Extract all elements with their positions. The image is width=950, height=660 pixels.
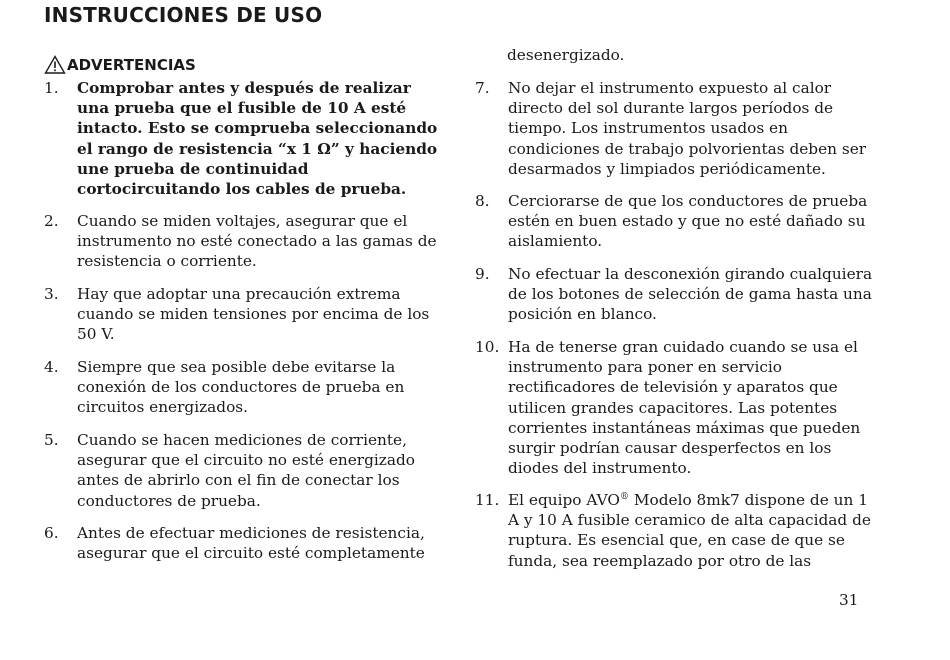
item-text: No efectuar la desconexión girando cualquiera de los botones de selección de gama hasta una posición en blanco.: [508, 265, 873, 324]
warning-item-10: [475, 337, 875, 478]
item-text: Ha de tenerse gran cuidado cuando se usa el instrumento para poner en servicio rectificadores de televisión y aparatos que utilicen grandes capacitores. Las potentes corrientes instantáneas máximas que pueden surgir podrían causar desperfectos en los diodes del instrumento.: [508, 338, 861, 478]
warning-item-7: [475, 78, 875, 179]
warning-item-9: [475, 264, 875, 325]
item-number: 4.: [44, 358, 59, 376]
warning-item-8: [475, 191, 875, 252]
item-number: 7.: [475, 79, 490, 97]
item-number: 1.: [44, 79, 59, 97]
warning-item-11: [475, 490, 875, 571]
item-text: Antes de efectuar mediciones de resistencia, asegurar que el circuito esté completamente: [77, 524, 425, 563]
item-number: 8.: [475, 192, 490, 210]
item-6-continuation: desenergizado.: [507, 46, 625, 64]
warnings-heading-label: ADVERTENCIAS: [67, 56, 196, 74]
warning-triangle-icon: [44, 55, 66, 74]
warnings-heading: [44, 55, 196, 74]
item-text: [508, 490, 875, 571]
item-text-start: El equipo AVO: [508, 491, 620, 509]
warning-item-2: [44, 211, 442, 272]
item-number: 9.: [475, 265, 490, 283]
item-text: Cuando se miden voltajes, asegurar que el instrumento no esté conectado a las gamas de resistencia o corriente.: [77, 212, 437, 271]
item-text: Comprobar antes y después de realizar una prueba que el fusible de 10 A esté intacto. Esto se comprueba seleccionando el rango de resistencia “x 1 Ω” y haciendo une prueba de continuidad cortocircuitando los cables de prueba.: [77, 79, 438, 199]
item-text: No dejar el instrumento expuesto al calor directo del sol durante largos períodos de tiempo. Los instrumentos usados en condiciones de trabajo polvorientas deben ser desarmados y limpiados periódicamente.: [508, 79, 867, 178]
page-title: INSTRUCCIONES DE USO: [44, 3, 323, 27]
item-number: 2.: [44, 212, 59, 230]
item-number: 5.: [44, 431, 59, 449]
registered-trademark-symbol: ®: [619, 491, 629, 502]
warning-item-6: [44, 523, 442, 563]
item-number: 11.: [475, 491, 500, 509]
warning-item-1: [44, 78, 440, 199]
item-text: Siempre que sea posible debe evitarse la conexión de los conductores de prueba en circuitos energizados.: [77, 358, 405, 417]
warning-item-4: [44, 357, 442, 418]
item-text: Cuando se hacen mediciones de corriente, asegurar que el circuito no esté energizado antes de abrirlo con el fin de conectar los conductores de prueba.: [77, 431, 415, 510]
item-text: Hay que adoptar una precaución extrema cuando se miden tensiones por encima de los 50 V.: [77, 285, 430, 344]
item-text-end: Modelo 8mk7 dispone de un 1 A y 10 A fusible ceramico de alta capacidad de ruptura. Es esencial que, en case de que se funda, sea reemplazado por otro de las: [508, 491, 871, 570]
item-number: 10.: [475, 338, 500, 356]
item-number: 3.: [44, 285, 59, 303]
warning-item-3: [44, 284, 442, 345]
item-number: 6.: [44, 524, 59, 542]
page-number: 31: [839, 591, 859, 609]
warning-item-5: [44, 430, 442, 511]
item-text: Cerciorarse de que los conductores de prueba estén en buen estado y que no esté dañado su aislamiento.: [508, 192, 868, 251]
